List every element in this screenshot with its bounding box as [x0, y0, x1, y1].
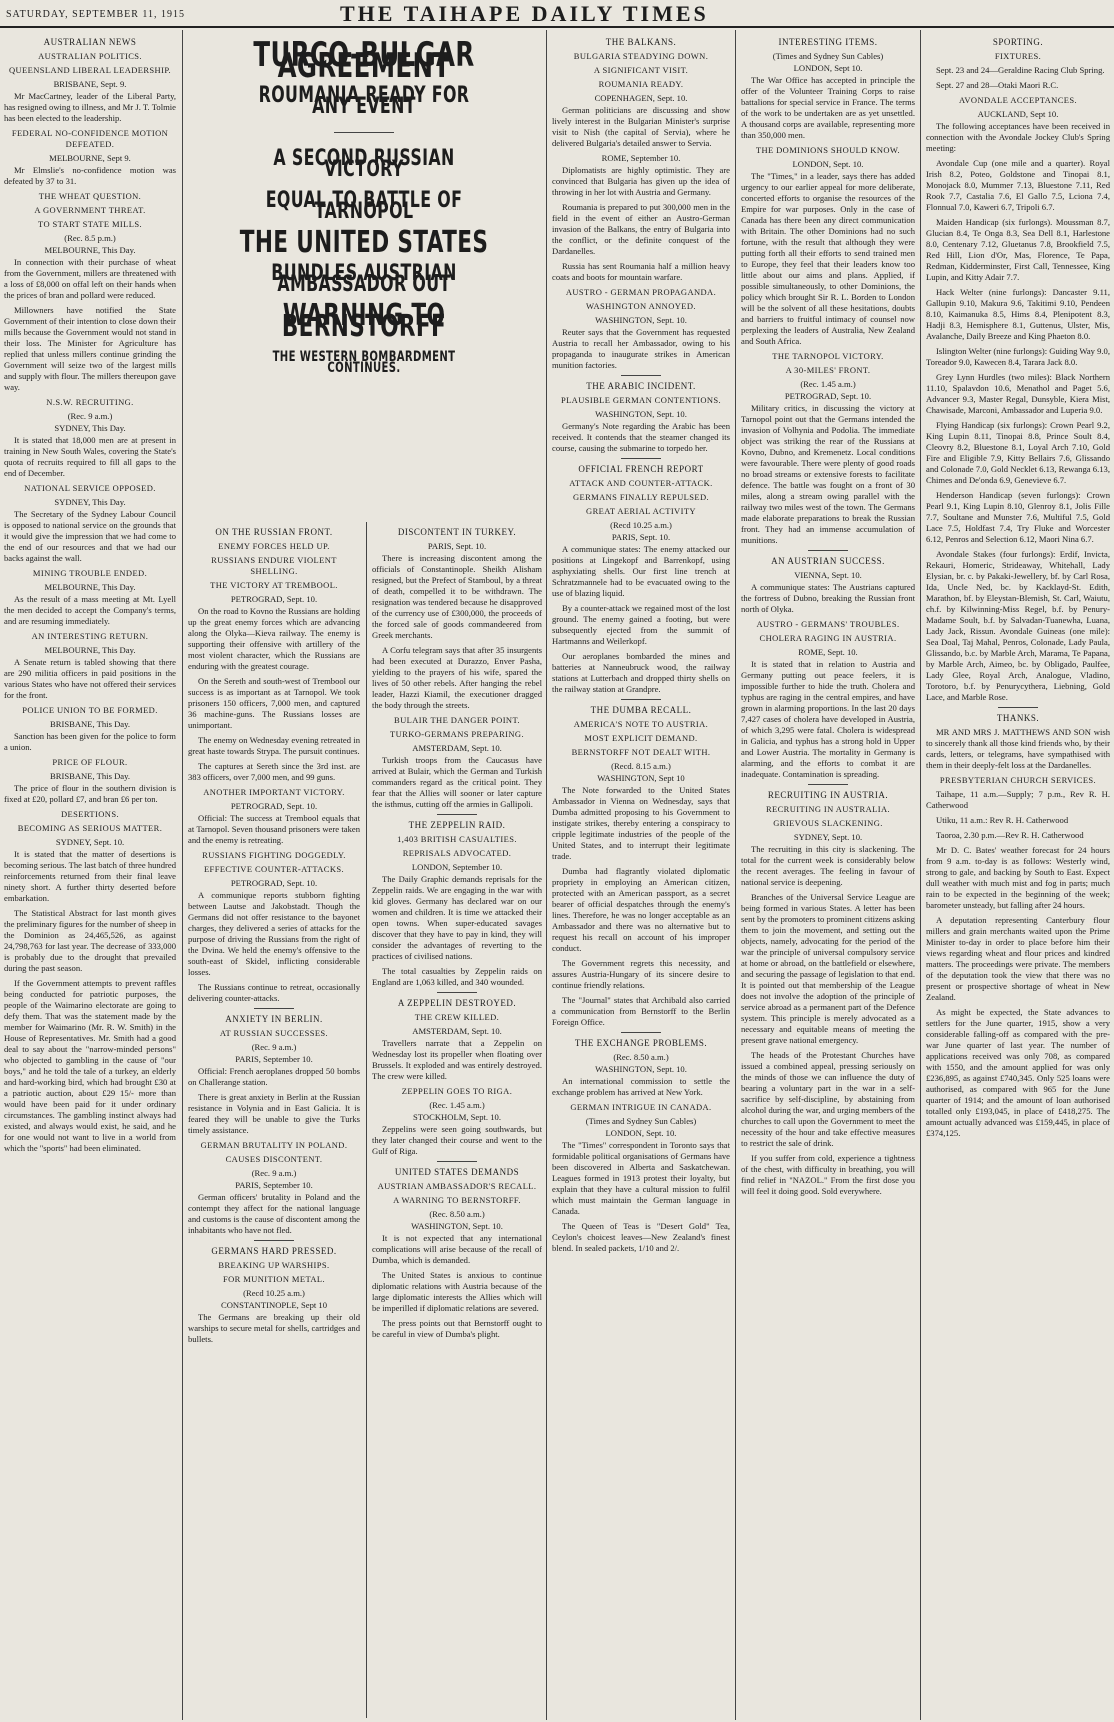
article-paragraph: Islington Welter (nine furlongs): Guiding Way 9.0, Toreador 9.0, Kawecen 8.4, Tarara Jack 8.0. — [926, 346, 1110, 367]
dateline: (Recd 10.25 a.m.) — [243, 1288, 305, 1298]
dateline: WASHINGTON, Sept. 10. — [595, 1064, 687, 1074]
section-heading: ANXIETY IN BERLIN. — [225, 1014, 323, 1024]
article-paragraph: Branches of the Universal Service League are being formed in various States. A letter has been sent by the promoters to prominent citizens asking them to join the movement, and setting out the objects, namely, advocating for the period of the war the principle of universal compulsory service at home or abroad, on the battlefield or elsewhere, and securing the passage of legislation to that end. It is pointed out that membership of the League does not involve the adoption of the principle of service abroad as a permanent part of the Defence system. This principle is merely advocated as a necessary and equitable means of meeting the present grave national emergency. — [741, 892, 915, 1045]
subheading: 1,403 BRITISH CASUALTIES. — [397, 834, 517, 844]
dateline: PARIS, September 10. — [235, 1054, 313, 1064]
dateline: LONDON, Sept. 10. — [605, 1128, 677, 1138]
dateline: PARIS, Sept. 10. — [427, 541, 487, 551]
subheading: A SIGNIFICANT VISIT. — [593, 65, 689, 75]
article-paragraph: A Corfu telegram says that after 35 insurgents had been executed at Durazzo, Enver Pasha, yielding to the prayers of his wife, spared the lives of 50 other rebels. After hanging the rebel leader, Hazzi Kiamil, the executioner dragged the body through the streets. — [372, 645, 542, 710]
article-paragraph: On the Sereth and south-west of Trembool our success is as important as at Tarnopol. We took prisoners 150 officers, 7,000 men, and captured 36 machine-guns. The Russians losses are unimportant. — [188, 676, 360, 730]
main-headlines — [188, 32, 540, 512]
dateline: ROME, Sept. 10. — [798, 647, 858, 657]
dateline: MELBOURNE, This Day. — [44, 245, 136, 255]
article-paragraph: Avondale Cup (one mile and a quarter). Royal Irish 8.2, Poteo, Goldstone and Tinopai 8.1, Monojack 8.0, Mummer 7.13, Bluestone 7.11, Red Rook 7.7, Castalia 7.6, El Gallo 7.5, Lciona 7.4, Flonnual 7.0, Kaweri 6.7, Tripoli 6.7. — [926, 158, 1110, 212]
subheading: EFFECTIVE COUNTER-ATTACKS. — [203, 864, 345, 874]
article-paragraph: Travellers narrate that a Zeppelin on Wednesday lost its propeller when floating over Brussels. It exploded and was entirely destroyed. The crew were killed. — [372, 1038, 542, 1081]
dateline: (Rec. 9 a.m.) — [251, 1168, 297, 1178]
subheading: GERMANS FINALLY REPULSED. — [572, 492, 710, 502]
article-paragraph: MR AND MRS J. MATTHEWS AND SON wish to sincerely thank all those kind friends who, by their cards, letters, or telegrams, have sympathised with them in their deeply-felt loss at the Dardanelles. — [926, 727, 1110, 770]
article-paragraph: Sanction has been given for the police to form a union. — [4, 731, 176, 752]
article-paragraph: Mr MacCartney, leader of the Liberal Party, has resigned owing to illness, and Mr J. T. Tolmie has been elected to the leadership. — [4, 91, 176, 123]
article-paragraph: By a counter-attack we regained most of the lost ground. The enemy gained a footing, but were subsequently ejected from the summit of Hartmanns and Weilerkopf. — [552, 603, 730, 646]
dateline: (Rec. 8.50 a.m.) — [429, 1209, 485, 1219]
article-paragraph: Official: The success at Trembool equals that at Tarnopol. Seven thousand prisoners were taken and the enemy is retreating. — [188, 813, 360, 845]
dateline: WASHINGTON, Sept. 10. — [595, 409, 687, 419]
article-paragraph: The captures at Sereth since the 3rd inst. are 383 officers, over 7,000 men, and 99 guns. — [188, 761, 360, 782]
dateline: PETROGRAD, Sept. 10. — [230, 594, 318, 604]
dateline: WASHINGTON, Sept. 10. — [411, 1221, 503, 1231]
dateline: WASHINGTON, Sept. 10. — [595, 315, 687, 325]
subheading: PRESBYTERIAN CHURCH SERVICES. — [939, 775, 1097, 785]
dateline: PETROGRAD, Sept. 10. — [784, 391, 872, 401]
subheading: BULGARIA STEADYING DOWN. — [573, 51, 709, 61]
dateline: PETROGRAD, Sept. 10. — [230, 801, 318, 811]
divider — [437, 814, 477, 815]
article-paragraph: The Government regrets this necessity, and assures Austria-Hungary of its sincere desire to continue friendly relations. — [552, 958, 730, 990]
dateline: AUCKLAND, Sept 10. — [977, 109, 1059, 119]
article-paragraph: It is stated that 18,000 men are at present in training in New South Wales, covering the State's quota of recruits required to fill all gaps to the end of December. — [4, 435, 176, 478]
subheading: GERMAN BRUTALITY IN POLAND. — [200, 1140, 348, 1150]
section-heading: DISCONTENT IN TURKEY. — [397, 527, 517, 537]
article-paragraph: Dumba had flagrantly violated diplomatic propriety in employing an American citizen, protected with an American passport, as a secret bearer of official despatches through the enemy's lines. Therefore, he was no longer acceptable as an Ambassador and there was no alternative but to request his recall on account of his improper conduct. — [552, 866, 730, 953]
column-turkey — [372, 522, 542, 1718]
article-paragraph: Hack Welter (nine furlongs): Dancaster 9.11, Gallupin 9.10, Makura 9.6, Takitimi 9.10, Pendeen 8.10, Kaimanuka 8.5, Hims 8.4, Plenipotent 8.3, Hadji 8.3, Hemisphere 8.1, Guttenus, Ulster, Mis, Avalanche, Daily Breeze and King Phaeton 8.0. — [926, 287, 1110, 341]
article-paragraph: A Senate return is tabled showing that there are 290 militia officers in paid positions in the various States who have not offered their services for the front. — [4, 657, 176, 700]
article-paragraph: The total casualties by Zeppelin raids on England are 1,063 killed, and 340 wounded. — [372, 966, 542, 987]
article-paragraph: The press points out that Bernstorff ought to be careful in view of Dumba's plight. — [372, 1318, 542, 1339]
dateline: BRISBANE, This Day. — [50, 719, 130, 729]
article-paragraph: Sept. 23 and 24—Geraldine Racing Club Spring. — [936, 65, 1105, 75]
subheading: CAUSES DISCONTENT. — [225, 1154, 323, 1164]
headline-roumania: ROUMANIA READY FOR ANY EVENT — [258, 83, 470, 119]
subheading: AUSTRO - GERMANS' TROUBLES. — [756, 619, 900, 629]
dateline: PARIS, September 10. — [235, 1180, 313, 1190]
article-paragraph: The "Journal" states that Archibald also carried a communication from Bernstorff to the Berlin Foreign Office. — [552, 995, 730, 1027]
subheading: RECRUITING IN AUSTRALIA. — [765, 804, 891, 814]
article-paragraph: Official: French aeroplanes dropped 50 bombs on Challerange station. — [188, 1066, 360, 1087]
subheading: AVONDALE ACCEPTANCES. — [958, 95, 1078, 105]
divider — [334, 132, 394, 133]
dateline: (Times and Sydney Sun Cables) — [585, 1116, 697, 1126]
dateline: AMSTERDAM, Sept. 10. — [412, 743, 502, 753]
article-paragraph: German officers' brutality in Poland and the contempt they affect for the national language and customs is the cause of discontent among the inhabitants who have not fled. — [188, 1192, 360, 1235]
subheading: ZEPPELIN GOES TO RIGA. — [401, 1086, 513, 1096]
subheading: THE VICTORY AT TREMBOOL. — [210, 580, 338, 590]
headline-austrian-ambassador: BUNDLES AUSTRIAN AMBASSADOR OUT — [271, 261, 457, 297]
dateline: (Times and Sydney Sun Cables) — [772, 51, 884, 61]
dateline: (Rec. 8.50 a.m.) — [613, 1052, 669, 1062]
article-paragraph: If you suffer from cold, experience a tightness of the chest, with difficulty in breathing, you will find relief in "NAZOL." From the first dose you will feel it doing good. Sold everywhere. — [741, 1153, 915, 1196]
dateline: (Rec. 8.5 p.m.) — [64, 233, 116, 243]
dateline: MELBOURNE, This Day. — [44, 645, 136, 655]
article-paragraph: Germany's Note regarding the Arabic has been received. It contends that the steamer changed its course, causing the submarine to torpedo her. — [552, 421, 730, 453]
divider — [254, 1008, 294, 1009]
dateline: CONSTANTINOPLE, Sept 10 — [220, 1300, 328, 1310]
divider — [808, 550, 848, 551]
subheading: TURKO-GERMANS PREPARING. — [390, 729, 524, 739]
article-paragraph: A communique states: The Austrians captured the fortress of Dubno, breaking the Russian front north of Olyka. — [741, 582, 915, 614]
dateline: AMSTERDAM, Sept. 10. — [412, 1026, 502, 1036]
headline-russian-victory: A SECOND RUSSIAN VICTORY — [273, 146, 455, 182]
article-paragraph: Our aeroplanes bombarded the mines and batteries at Nanneubruck wood, the railway stations at Lutterbach and dropped thirty shells on the railway station at Grandpre. — [552, 651, 730, 694]
article-paragraph: Henderson Handicap (seven furlongs): Crown Pearl 9.1, King Lupin 8.10, Glenroy 8.1, Jolis Fille 7.7, Soultane and Munster 7.6, Multiful 7.5, Gold Lace 7.5, Holdfast 7.4, Try Fluke and Worcester 6.12, Penros and Selection 6.12, Maori Nina 6.7. — [926, 490, 1110, 544]
dateline: LONDON, September 10. — [411, 862, 503, 872]
article-paragraph: Grey Lynn Hurdles (two miles): Black Northern 11.10, Spalavdon 10.6, Menathol and Paget 5.6, Advancer 9.3, Master Regal, Dunsyble, Kiera Mist, Chawisade, Marconi, Ambassador and Luperia 9.0. — [926, 372, 1110, 415]
dateline: WASHINGTON, Sept 10 — [597, 773, 685, 783]
subheading: PLAUSIBLE GERMAN CONTENTIONS. — [560, 395, 722, 405]
section-heading: RECRUITING IN AUSTRIA. — [767, 790, 889, 800]
subheading: FEDERAL NO-CONFIDENCE MOTION DEFEATED. — [11, 128, 169, 149]
divider — [621, 699, 661, 700]
subheading: N.S.W. RECRUITING. — [46, 397, 134, 407]
subheading: REPRISALS ADVOCATED. — [402, 848, 512, 858]
article-paragraph: If the Government attempts to prevent raffles being conducted for patriotic purposes, the people of the Waimarino electorate are going to defy them. That was the statement made by the member for Waimarino (Mr. R. W. Smith) in the House of Representatives. Mr. Smith had a good deal to say about the "narrow-minded persons" who objected to gambling in the cause of "our boys," and he told the tale of a turkey, an elderly and hard-working bird, which had brought £30 at a patriotic auction, about £29 15/- more than would have been paid for it under ordinary circumstances. The gambling instinct always had existed, and always would exist, he said, and he for one would not want to live in a world from which the "sports" had been eliminated. — [4, 978, 176, 1153]
article-paragraph: Reuter says that the Government has requested Austria to recall her Ambassador, owing to his propaganda to inaugurate strikes in American munition factories. — [552, 327, 730, 370]
section-heading: THE BALKANS. — [605, 37, 677, 47]
article-paragraph: As might be expected, the State advances to settlers for the June quarter, 1915, show a very considerable falling-off as compared with the pre-war June quarter of last year. The number of applications received was only 708, as compared with 1550, and the amount applied for was only £236,895, as against £740,345. Only 525 loans were authorised, as compared with 965 for the June quarter of 1914; and the amount of loan authorised totalled only £193,045, in place of £418,275. The amount actually advanced was £159,445, in place of £374,125. — [926, 1007, 1110, 1138]
article-paragraph: The Statistical Abstract for last month gives the preliminary figures for the number of sheep in the Dominion as 24,465,526, as against 24,798,763 for last year. The decrease of 333,000 is probably due to the drought that prevailed during the past season. — [4, 908, 176, 973]
article-paragraph: Sept. 27 and 28—Otaki Maori R.C. — [936, 80, 1059, 90]
article-paragraph: Flying Handicap (six furlongs): Crown Pearl 9.2, King Lupin 8.11, Tinopai 8.8, Prince Soult 8.4, Cleovry 8.2, Bluestone 8.1, Loyal Arch 7.10, Gold Fire and Eligible 7.9, Kitty Bellairs 7.6, Glissando and Colonade 7.0, Gold Necklet 6.13, Rewanga 6.13, Chimes and De'onda 6.9, Genevieve 6.7. — [926, 420, 1110, 485]
article-paragraph: It is not expected that any international complications will arise because of the recall of Dumba, which is demanded. — [372, 1233, 542, 1265]
dateline: STOCKHOLM, Sept. 10. — [413, 1112, 501, 1122]
article-paragraph: In connection with their purchase of wheat from the Government, millers are threatened with a loss of £8,000 on offal left on their hands when the prices of bran and pollard were reduced. — [4, 257, 176, 300]
section-heading: GERMANS HARD PRESSED. — [211, 1246, 337, 1256]
divider — [621, 1032, 661, 1033]
article-paragraph: The recruiting in this city is slackening. The total for the current week is considerably below the recent averages. The feeling in favour of national service is deepening. — [741, 844, 915, 887]
subheading: GREAT AERIAL ACTIVITY — [586, 506, 696, 516]
article-paragraph: The Germans are breaking up their old warships to secure metal for shells, cartridges and bullets. — [188, 1312, 360, 1344]
dateline: (Recd. 8.15 a.m.) — [611, 761, 671, 771]
article-paragraph: The heads of the Protestant Churches have issued a combined appeal, pressing seriously on the minds of those we can influence the duty of bearing a voluntary part in the war in a self-sacrifice by self-discipline, by abstaining from alcohol during the war, and urging members of the churches to call upon the Government to meet the necessity of the hour and take effective measures to restrict the sale of drink. — [741, 1050, 915, 1148]
subheading: QUEENSLAND LIBERAL LEADERSHIP. — [8, 65, 172, 75]
subheading: THE CREW KILLED. — [414, 1012, 500, 1022]
subheading: TO START STATE MILLS. — [38, 219, 142, 229]
column-rule — [735, 30, 736, 1720]
subheading: CHOLERA RAGING IN AUSTRIA. — [759, 633, 897, 643]
subheading: BULAIR THE DANGER POINT. — [394, 715, 520, 725]
divider — [437, 992, 477, 993]
dateline: BRISBANE, This Day. — [50, 771, 130, 781]
headline-bernstorff: WARNING TO BERNSTORFF — [281, 298, 447, 344]
section-heading: INTERESTING ITEMS. — [778, 37, 878, 47]
article-paragraph: The Queen of Teas is "Desert Gold" Tea, Ceylon's choicest leaves—New Zealand's finest blend. In sealed packets, 1/10 and 2/. — [552, 1221, 730, 1253]
article-paragraph: Taihape, 11 a.m.—Supply; 7 p.m., Rev R. H. Catherwood — [926, 789, 1110, 810]
dateline: (Recd 10.25 a.m.) — [610, 520, 672, 530]
column-russian-front — [188, 522, 360, 1718]
subheading: THE TARNOPOL VICTORY. — [772, 351, 884, 361]
article-paragraph: An international commission to settle the exchange problem has arrived at New York. — [552, 1076, 730, 1097]
dateline: SYDNEY, Sept. 10. — [793, 832, 863, 842]
dateline: MELBOURNE, Sept 9. — [49, 153, 131, 163]
dateline: ROME, September 10. — [601, 153, 681, 163]
article-paragraph: The "Times" correspondent in Toronto says that formidable political organisations of Germans have been discovered in Alberta and Saskatchewan. Leagues formed in 1913 protest their loyalty, but explain that they have a cultural mission to fulfil which must maintain the German language in Canada. — [552, 1140, 730, 1216]
subheading: ENEMY FORCES HELD UP. — [218, 541, 330, 551]
subheading: WASHINGTON ANNOYED. — [586, 301, 696, 311]
article-paragraph: The Secretary of the Sydney Labour Council is opposed to national service on the grounds that it would give the impression that we had come to the end of our resources and that we had our backs against the wall. — [4, 509, 176, 563]
article-paragraph: The United States is anxious to continue diplomatic relations with Austria because of the large diplomatic interests the Allies which will be imperilled if diplomatic relations are severed. — [372, 1270, 542, 1313]
article-paragraph: Military critics, in discussing the victory at Tarnopol point out that the Germans intended the invasion of Volhynia and Podolia. The immediate object was striking the rear of the Russians at Kovno, Dubno, and Kremenetz. Local conditions were favourable. There were plenty of good roads no broad streams or extensive forests to facilitate defence. The battle was fought on a front of 30 miles, along a stream owing parallel with the railway two miles west of the town. The Germans made elaborate preparations to break the Russian front. They had an immense accumulation of munitions. — [741, 403, 915, 545]
article-paragraph: A deputation representing Canterbury flour millers and grain merchants waited upon the Prime Minister to-day in order to place before him their views regarding wheat and flour prices and kindred matters. The proceedings were private. The members of the deputation took the view that there was no present or prospective shortage of wheat in New Zealand. — [926, 915, 1110, 1002]
section-heading: THANKS. — [996, 713, 1040, 723]
column-rule — [182, 30, 183, 1720]
divider — [254, 1240, 294, 1241]
dateline: (Rec. 9 a.m.) — [67, 411, 113, 421]
dateline: PETROGRAD, Sept. 10. — [230, 878, 318, 888]
subheading: PRICE OF FLOUR. — [52, 757, 128, 767]
dateline: LONDON, Sept 10. — [793, 63, 863, 73]
dateline: VIENNA, Sept. 10. — [794, 570, 862, 580]
subheading: THE WHEAT QUESTION. — [38, 191, 142, 201]
article-paragraph: On the road to Kovno the Russians are holding up the great enemy forces which are advancing along the Olyka—Kieva railway. The enemy is supporting their offensive with artillery of the most violent character, which the Russians are enduring with the greatest courage. — [188, 606, 360, 671]
article-paragraph: Millowners have notified the State Government of their intention to close down their mills because the Government would not stand in their loss. The Minister for Agriculture has replied that unless millers continue grinding the Government will seize two of the largest mills and supply with flour. The millers thereupon gave way. — [4, 305, 176, 392]
subheading: DESERTIONS. — [61, 809, 119, 819]
article-paragraph: It is stated that in relation to Austria and Germany putting out peace feelers, it is impossible further to hide the truth. Cholera and typhus are raging in the central empires, and have grown in alarming proportions. In the last 20 days 7,427 cases of cholera have developed in Austria, of which 3,295 were fatal. Cholera is widespread in Galicia, and typhus has a strong hold in Upper and Lower Austria. The mortality in Germany is alarming, and the efforts to combat it are inadequate. Contamination is spreading. — [741, 659, 915, 779]
headline-united-states: THE UNITED STATES — [239, 225, 489, 260]
section-heading: THE DUMBA RECALL. — [590, 705, 692, 715]
subheading: BECOMING AS SERIOUS MATTER. — [17, 823, 163, 833]
article-paragraph: The following acceptances have been received in connection with the Avondale Jockey Club's Spring meeting: — [926, 121, 1110, 153]
subheading: ATTACK AND COUNTER-ATTACK. — [569, 478, 713, 488]
article-paragraph: The price of flour in the southern division is fixed at £20, pollard £7, and bran £6 per ton. — [4, 783, 176, 804]
headline-tarnopol: EQUAL TO BATTLE OF TARNOPOL — [265, 188, 463, 224]
section-heading: UNITED STATES DEMANDS — [394, 1167, 520, 1177]
article-paragraph: The "Times," in a leader, says there has added urgency to our earlier appeal for more deliberate, concerted efforts to organise the resources of the Empire for war purposes. Only in the case of Canada has there been any direct communication with Britain. The other Dominions had no such fortune, with the result that although they were putting forth all their efforts to send trained men to Europe, they feel that their leaders know too little about our aims and plans. Applied, if possible simultaneously, to other Dominions, the policy which brought Sir R. L. Borden to London will be the solvent of all these hesitations, doubts and barriers to fruitful intimacy of counsel now perplexing the leaders of Australia, New Zealand and South Africa. — [741, 171, 915, 346]
headline-western-bombardment: THE WESTERN BOMBARDMENT CONTINUES. — [272, 349, 456, 376]
divider — [621, 375, 661, 376]
subheading: NATIONAL SERVICE OPPOSED. — [24, 483, 156, 493]
headline-turco-bulgar: TURCO-BULGAR AGREEMENT — [253, 35, 475, 86]
dateline: SYDNEY, This Day. — [54, 497, 126, 507]
subheading: MINING TROUBLE ENDED. — [32, 568, 148, 578]
subheading: THE DOMINIONS SHOULD KNOW. — [755, 145, 901, 155]
dateline: COPENHAGEN, Sept. 10. — [594, 93, 688, 103]
divider — [808, 784, 848, 785]
subheading: AN INTERESTING RETURN. — [31, 631, 149, 641]
divider — [998, 707, 1038, 708]
subheading: AT RUSSIAN SUCCESSES. — [219, 1028, 329, 1038]
subheading: POLICE UNION TO BE FORMED. — [22, 705, 158, 715]
column-interesting-items — [741, 32, 915, 1718]
subheading: AMERICA'S NOTE TO AUSTRIA. — [573, 719, 709, 729]
column-rule — [366, 522, 367, 1718]
subheading: AUSTRALIAN POLITICS. — [38, 51, 142, 61]
article-paragraph: Roumania is prepared to put 300,000 men in the field in the event of either an Austro-German invasion of the Balkans, the entry of Bulgaria into the conflict, or the definite conquest of the Dardanelles. — [552, 202, 730, 256]
section-heading: A ZEPPELIN DESTROYED. — [397, 998, 517, 1008]
section-heading: OFFICIAL FRENCH REPORT — [578, 464, 704, 474]
article-paragraph: The Russians continue to retreat, occasionally delivering counter-attacks. — [188, 982, 360, 1003]
newspaper-title: THE TAIHAPE DAILY TIMES — [340, 1, 709, 26]
article-paragraph: Turkish troops from the Caucasus have arrived at Bulair, which the German and Turkish commanders regard as the critical point. They fear that the Allies will sooner or later capture the isthmus, cutting off the armies in Gallipoli. — [372, 755, 542, 809]
dateline: MELBOURNE, This Day. — [44, 582, 136, 592]
dateline: SYDNEY, Sept. 10. — [55, 837, 125, 847]
subheading: GRIEVOUS SLACKENING. — [773, 818, 883, 828]
section-heading: THE EXCHANGE PROBLEMS. — [574, 1038, 708, 1048]
article-paragraph: A communique reports stubborn fighting between Lautse and Jakobstadt. Though the Germans did not offer resistance to the bayonet charges, they delivered a series of attacks for the purpose of driving the Russians from the right of the Dvina. We held the enemy's offensive to the south-east of Skidel, inflicting considerable losses. — [188, 890, 360, 977]
article-paragraph: The Daily Graphic demands reprisals for the Zeppelin raids. We are engaging in the war with kid gloves. Germany has declared war on our women and children. It is time we attacked their open towns. When super-educated savages discover that they have to pay in kind, they will consider the advantages of reverting to the practices of civilised nations. — [372, 874, 542, 961]
article-paragraph: A communique states: The enemy attacked our positions at Lingekopf and Barrenkopf, using asphyxiating shells. Our first line trench at Schratzmannele had to be evacuated owing to the use of blazing liquid. — [552, 544, 730, 598]
issue-date: SATURDAY, SEPTEMBER 11, 1915 — [6, 9, 186, 20]
article-paragraph: It is stated that the matter of desertions is becoming serious. The last batch of three hundred reinforcements returned from their final leave ninety short. A further thirty deserted before embarkation. — [4, 849, 176, 903]
subheading: FIXTURES. — [994, 51, 1042, 61]
article-paragraph: The enemy on Wednesday evening retreated in great haste towards Strypa. The pursuit continues. — [188, 735, 360, 756]
section-heading: THE ZEPPELIN RAID. — [408, 820, 506, 830]
masthead — [0, 0, 1114, 28]
column-rule — [920, 30, 921, 1720]
article-paragraph: Mr D. C. Bates' weather forecast for 24 hours from 9 a.m. to-day is as follows: Westerly wind, strong to gale, and backing by South to East. Expect dull weather with much mist and fog in parts; much rain to be expected in the beginning of the week; barometer unsteady, but falling after 24 hours. — [926, 845, 1110, 910]
article-paragraph: German politicians are discussing and show lively interest in the Bulgarian Minister's surprise visit to Nish (the capital of Servia), where he delivered Bulgaria's detailed answer to Servia. — [552, 105, 730, 148]
section-heading: AUSTRALIAN NEWS — [43, 37, 137, 47]
article-paragraph: There is great anxiety in Berlin at the Russian resistance in Volynia and in East Galicia. It is feared they will be unable to give the Turks timely assistance. — [188, 1092, 360, 1135]
subheading: AUSTRIAN AMBASSADOR'S RECALL. — [377, 1181, 537, 1191]
section-heading: SPORTING. — [992, 37, 1044, 47]
article-paragraph: The Note forwarded to the United States Ambassador in Vienna on Wednesday, says that Dumba admitted proposing to his Government to instigate strikes, thereby entering a conspiracy to cripple legitimate industries of the people of the United States, and to interrupt their legitimate trade. — [552, 785, 730, 861]
column-balkans — [552, 32, 730, 1718]
subheading: A 30-MILES' FRONT. — [785, 365, 871, 375]
column-sporting — [926, 32, 1110, 1718]
column-rule — [546, 30, 547, 1720]
subheading: ROUMANIA READY. — [598, 79, 684, 89]
article-paragraph: Mr Elmslie's no-confidence motion was defeated by 37 to 31. — [4, 165, 176, 186]
column-australian-news — [4, 32, 176, 1718]
section-heading: ON THE RUSSIAN FRONT. — [215, 527, 333, 537]
subheading: AUSTRO - GERMAN PROPAGANDA. — [565, 287, 717, 297]
article-paragraph: Taoroa, 2.30 p.m.—Rev R. H. Catherwood — [936, 830, 1084, 840]
subheading: MOST EXPLICIT DEMAND. — [584, 733, 698, 743]
subheading: A WARNING TO BERNSTORFF. — [393, 1195, 521, 1205]
divider — [621, 458, 661, 459]
subheading: BERNSTORFF NOT DEALT WITH. — [571, 747, 711, 757]
dateline: (Rec. 1.45 a.m.) — [800, 379, 856, 389]
subheading: A GOVERNMENT THREAT. — [34, 205, 146, 215]
subheading: RUSSIANS ENDURE VIOLENT SHELLING. — [211, 555, 337, 576]
article-paragraph: Diplomatists are highly optimistic. They are convinced that Bulgaria has given up the idea of throwing in her lot with Austria and Germany. — [552, 165, 730, 197]
article-paragraph: Russia has sent Roumania half a million heavy coats and boots for mountain warfare. — [552, 261, 730, 282]
article-paragraph: Avondale Stakes (four furlongs): Erdif, Invicta, Rekauri, Homeric, Strideaway, Whitehall, Lady Elysian, br. c. by Pakaki-Jewellery, bf. by Carl Rosa, Ida, Uncle Ned, bc. by Kacklayd-St. Edith, Marathon, bf. by Eleystan-Blemish, St. Carl, Waiutu, ch.f. by Kilwinning-Miss Regel, b.f. by Penury-Madame Soult, b.f. by Salvadan-Tuanewha, Luana, Lady Jack, Rissun. Avondale Guineas (one mile): Sea Doal, Taj Mahal, Penros, Colonade, Lady Paula, Glissando, b.c. by Marble Arch, Marama, Te Papana, by Marble Arch, Aimeo, bc. by Obligado, Paulfee, Lady Glee, Royal Arch, Analogue, Vladino, Torotoro, b.f. by Penurycythera, Liebning, Gold Lace, and Marble Rose. — [926, 549, 1110, 702]
subheading: GERMAN INTRIGUE IN CANADA. — [570, 1102, 712, 1112]
article-paragraph: The War Office has accepted in principle the offer of the Volunteer Training Corps to raise battalions for special service in France. The terms of the work to be undertaken are as yet unsettled. A thousand corps are available, representing more than 350,000 men. — [741, 75, 915, 140]
dateline: SYDNEY, This Day. — [54, 423, 126, 433]
section-heading: THE ARABIC INCIDENT. — [586, 381, 696, 391]
article-paragraph: Maiden Handicap (six furlongs). Moussman 8.7, Glucian 8.4, Te Onga 8.3, Sea Dell 8.1, Harlestone 8.0, Centenary 7.12, Gluetanus 7.8, Brookfield 7.5, Red Hill, Lion d'Or, Mas, Florence, Te Papa, Redman, Kidderminster, First Call, Tennessee, King Lupin, and Kitty Adair 7.7. — [926, 217, 1110, 282]
divider — [437, 1161, 477, 1162]
subheading: RUSSIANS FIGHTING DOGGEDLY. — [202, 850, 346, 860]
subheading: ANOTHER IMPORTANT VICTORY. — [203, 787, 345, 797]
article-paragraph: As the result of a mass meeting at Mt. Lyell the men decided to accept the Company's terms, and are resuming immediately. — [4, 594, 176, 626]
article-paragraph: There is increasing discontent among the officials of Constantinople. Sheikh Alisham resigned, but the Prefect of Stamboul, by a threat of death, compelled it to be withdrawn. The resignation was tendered because he disapproved of the currency use of £300,000, the proceeds of the forced sale of goods commandeered from Greek merchants. — [372, 553, 542, 640]
article-paragraph: Utiku, 11 a.m.: Rev R. H. Catherwood — [936, 815, 1069, 825]
subheading: FOR MUNITION METAL. — [222, 1274, 326, 1284]
dateline: (Rec. 9 a.m.) — [251, 1042, 297, 1052]
dateline: (Rec. 1.45 a.m.) — [429, 1100, 485, 1110]
dateline: BRISBANE, Sept. 9. — [53, 79, 127, 89]
section-heading: AN AUSTRIAN SUCCESS. — [771, 556, 885, 566]
dateline: PARIS, Sept. 10. — [611, 532, 671, 542]
article-paragraph: Zeppelins were seen going southwards, but they later changed their course and went to the Gulf of Riga. — [372, 1124, 542, 1156]
dateline: LONDON, Sept. 10. — [792, 159, 864, 169]
subheading: BREAKING UP WARSHIPS. — [218, 1260, 330, 1270]
